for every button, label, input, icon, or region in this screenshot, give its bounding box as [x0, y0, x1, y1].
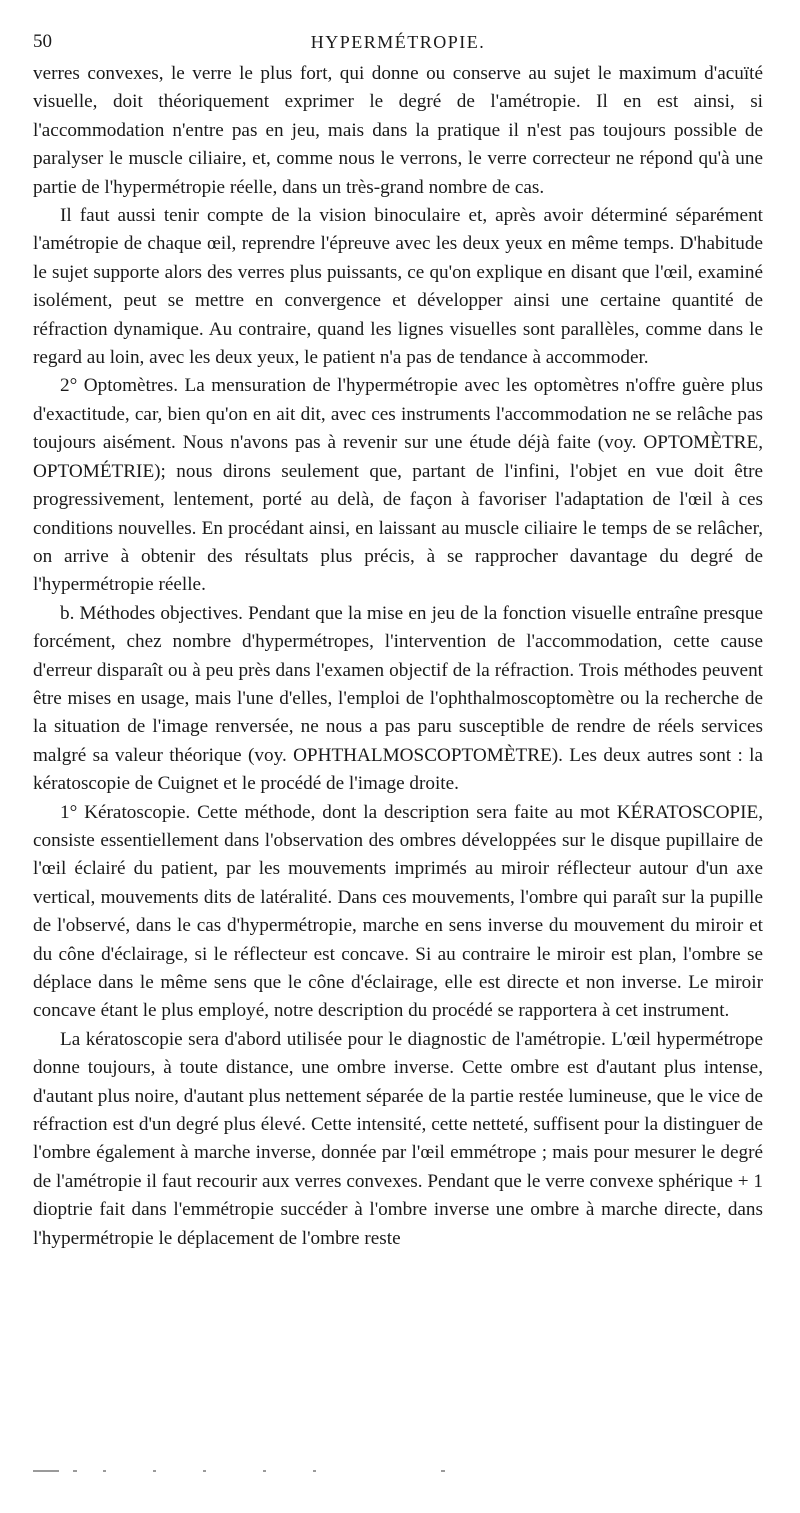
- paragraph-continuation: verres convexes, le verre le plus fort, qui donne ou conserve au sujet le maximum d'acuïté visuelle, doit théoriquement exprimer le degré de l'amétropie. Il en est ainsi, si l'accommodation n'entre pas en jeu, mais dans la pratique il n'est pas toujours possible de paralyser le muscle ciliaire, et, comme nous le verrons, le verre correcteur ne répond qu'à une partie de l'hypermétropie réelle, dans un très-grand nombre de cas.: [33, 63, 763, 198]
- document-page: [33, 28, 763, 1253]
- paragraph-optometres: 2° Optomètres. La mensuration de l'hypermétropie avec les optomètres n'offre guère plus d'exactitude, car, bien qu'on en ait dit, avec ces instruments l'accommodation ne se relâche pas toujours aisément. Nous n'avons pas à revenir sur une étude déjà faite (voy. OPTOMÈTRE, OPTOMÉTRIE); nous dirons seulement que, partant de l'infini, l'objet en vue doit être progressivement, lentement, porté au delà, de façon à favoriser l'adaptation de l'œil à ces conditions nouvelles. En procédant ainsi, en laissant au muscle ciliaire le temps de se relâcher, on arrive à obtenir des résultats plus précis, à se rapprocher davantage du degré de l'hypermétropie réelle.: [33, 375, 763, 596]
- footer-print-marks: [33, 1468, 445, 1476]
- running-title: HYPERMÉTROPIE.: [310, 32, 486, 52]
- page-header: [33, 28, 763, 60]
- paragraph-binocular-vision: Il faut aussi tenir compte de la vision binoculaire et, après avoir déterminé séparément l'amétropie de chaque œil, reprendre l'épreuve avec les deux yeux en même temps. D'habitude le sujet supporte alors des verres plus puissants, ce qu'on explique en disant que l'œil, examiné isolément, peut se mettre en convergence et développer ainsi une certaine quantité de réfraction dynamique. Au contraire, quand les lignes visuelles sont parallèles, comme dans le regard au loin, avec les deux yeux, le patient n'a pas de tendance à accommoder.: [33, 205, 763, 369]
- page-number: 50: [33, 31, 52, 52]
- paragraph-keratoscopie-diagnostic: La kératoscopie sera d'abord utilisée pour le diagnostic de l'amétropie. L'œil hypermétrope donne toujours, à toute distance, une ombre inverse. Cette ombre est d'autant plus intense, d'autant plus noire, d'autant plus nettement séparée de la partie restée lumineuse, que le vice de réfraction est d'un degré plus élevé. Cette intensité, cette netteté, suffisent pour la distinguer de l'ombre également à marche inverse, donnée par l'œil emmétrope ; mais pour mesurer le degré de l'amétropie il faut recourir aux verres convexes. Pendant que le verre convexe sphérique + 1 dioptrie fait dans l'emmétropie succéder à l'ombre inverse une ombre à marche directe, dans l'hypermétropie le déplacement de l'ombre reste: [33, 1028, 763, 1249]
- paragraph-methodes-objectives: b. Méthodes objectives. Pendant que la mise en jeu de la fonction visuelle entraîne presque forcément, chez nombre d'hypermétropes, l'intervention de l'accommodation, cette cause d'erreur disparaît ou à peu près dans l'examen objectif de la réfraction. Trois méthodes peuvent être mises en usage, mais l'une d'elles, l'emploi de l'ophthalmoscoptomètre ou la recherche de la situation de l'image renversée, ne nous a pas paru susceptible de rendre de réels services malgré sa valeur théorique (voy. OPHTHALMOSCOPTOMÈTRE). Les deux autres sont : la kératoscopie de Cuignet et le procédé de l'image droite.: [33, 602, 763, 795]
- paragraph-keratoscopie: 1° Kératoscopie. Cette méthode, dont la description sera faite au mot KÉRATOSCOPIE, consiste essentiellement dans l'observation des ombres développées sur le disque pupillaire de l'œil éclairé du patient, par les mouvements imprimés au miroir réflecteur autour d'un axe vertical, mouvements dits de latéralité. Dans ces mouvements, l'ombre qui paraît sur la pupille de l'observé, dans le cas d'hypermétropie, marche en sens inverse du mouvement du miroir et du cône d'éclairage, si le réflecteur est concave. Si au contraire le miroir est plan, l'ombre se déplace dans le même sens que le cône d'éclairage, elle est directe et non inverse. Le miroir concave étant le plus employé, notre description du procédé se rapportera à cet instrument.: [33, 801, 763, 1022]
